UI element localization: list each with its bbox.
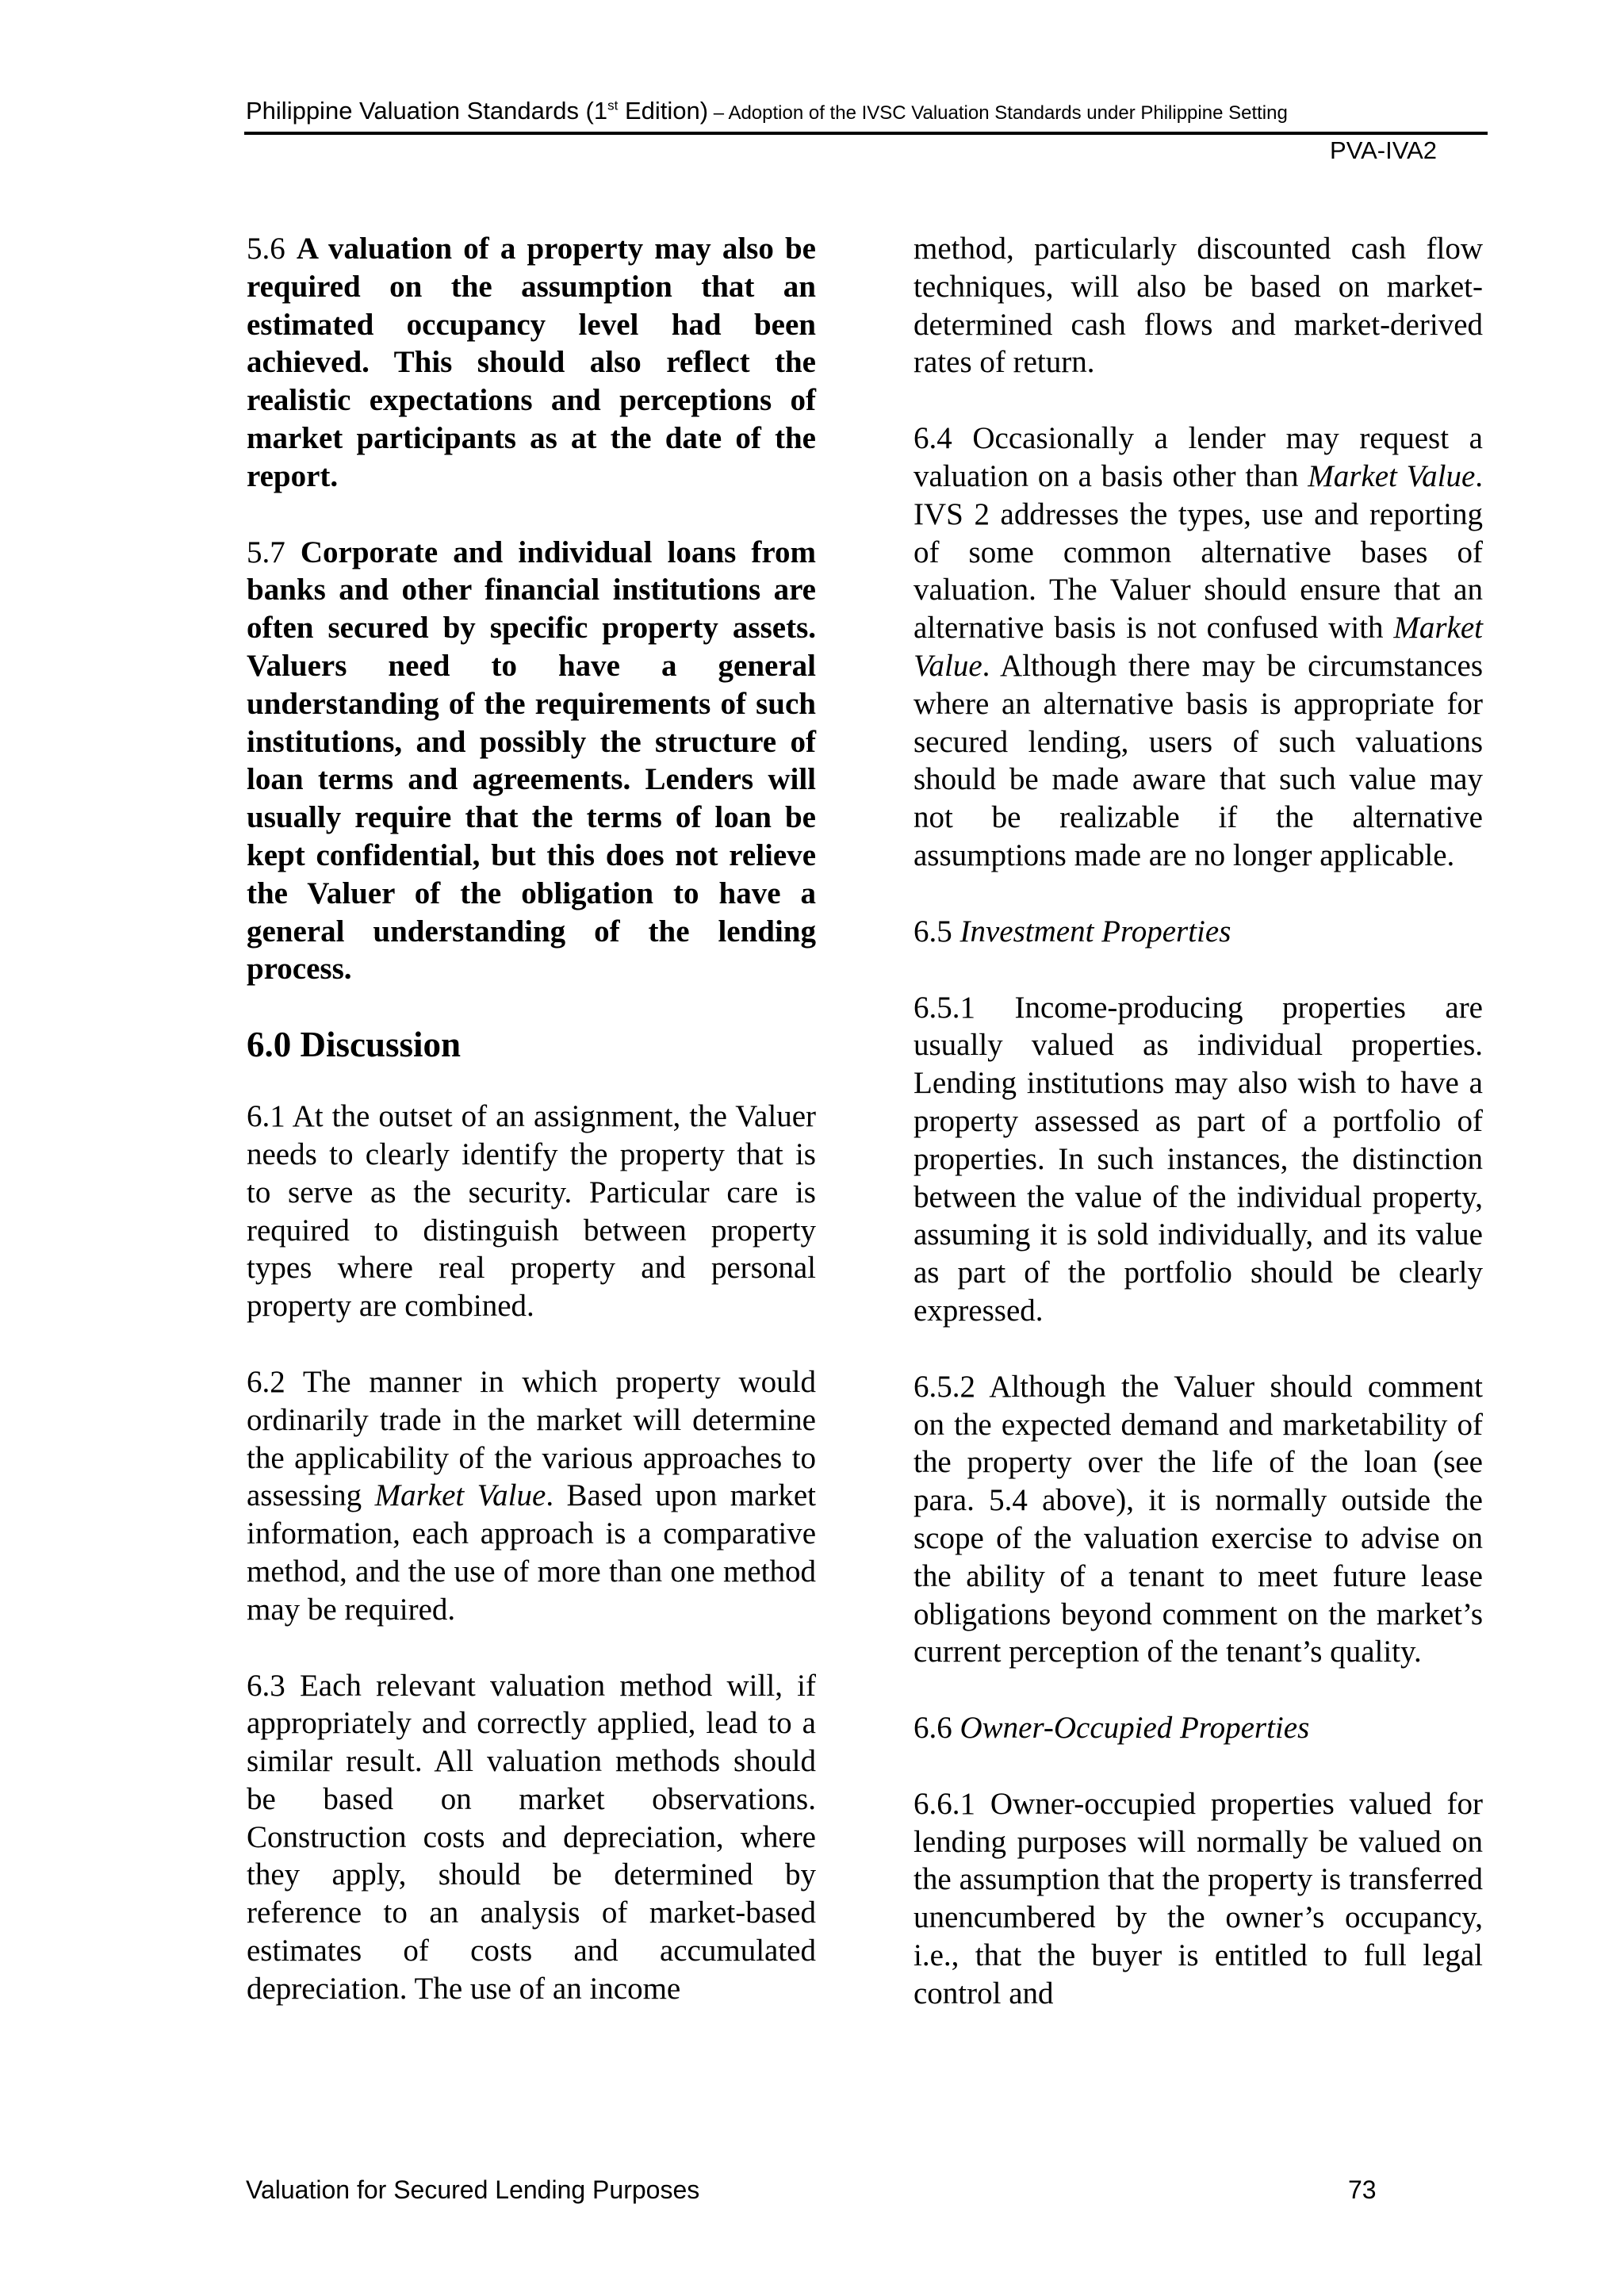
subsection-title: Owner-Occupied Properties <box>959 1711 1310 1746</box>
footer-title: Valuation for Secured Lending Purposes <box>246 2175 700 2204</box>
subsection-title: Investment Properties <box>959 914 1231 949</box>
subsection-number: 6.6 <box>914 1711 960 1746</box>
paragraph-text: A valuation of a property may also be required on the assumption that an estimated occupancy level had been achieved. This should also reflect the realistic expectations and perceptions of market participants as at the date of the report. <box>247 232 816 493</box>
running-header <box>246 97 1483 125</box>
paragraph-5-6 <box>247 230 816 496</box>
italic-term: Market Value <box>1308 458 1476 493</box>
italic-term: Market Value <box>914 611 1483 683</box>
paragraph-6-2 <box>247 1363 816 1629</box>
italic-term: Market Value <box>374 1478 546 1513</box>
header-title-edition: Edition) <box>618 97 709 125</box>
paragraph-text: . Based upon market information, each approach is a comparative method, and the use of more than one method may be required. <box>247 1478 816 1627</box>
paragraph-text: . IVS 2 addresses the types, use and reporting of some common alternative bases of valuation. The Valuer should ensure that an alternative basis is not confused with <box>914 458 1484 646</box>
header-title-superscript: st <box>607 98 619 113</box>
paragraph-6-5-2: 6.5.2 Although the Valuer should comment on the expected demand and marketability of the property over the life of the loan (see para. 5.4 above), it is normally outside the scope of the valuation exercise to advise on the ability of a tenant to meet future lease obligations beyond comment on the market’s current perception of the tenant’s quality. <box>914 1369 1483 1669</box>
paragraph-text: . Although there may be circumstances where an alternative basis is appropriate for secured lending, users of such valuations should be made aware that such value may not be realizable if the alternative assumptions made are no longer applicable. <box>914 648 1483 872</box>
paragraph-number: 5.6 <box>247 232 297 266</box>
subsection-number: 6.5 <box>914 914 960 949</box>
paragraph-6-3: 6.3 Each relevant valuation method will, if appropriately and correctly applied, lead to a similar result. All valuation methods should be based on market observations. Construction costs and depreciation, where they apply, should be determined by reference to an analysis of market-based estimates of costs and accumulated depreciation. The use of an income <box>247 1668 816 2006</box>
header-rule <box>244 132 1488 135</box>
paragraph-6-6-1: 6.6.1 Owner-occupied properties valued for lending purposes will normally be valued on the assumption that the property is transferred unencumbered by the owner’s occupancy, i.e., that the buyer is entitled to full legal control and <box>914 1786 1483 2010</box>
header-subtitle: – Adoption of the IVSC Valuation Standards under Philippine Setting <box>708 102 1288 124</box>
header-title-main: Philippine Valuation Standards (1 <box>246 97 608 125</box>
left-column <box>247 230 816 2008</box>
subsection-6-6 <box>914 1709 1483 1747</box>
paragraph-6-5-1: 6.5.1 Income-producing properties are usually valued as individual properties. Lending institutions may also wish to have a property assessed as part of a portfolio of properties. In such instances, the distinction between the value of the individual property, assuming it is sold individually, and its value as part of the portfolio should be clearly expressed. <box>914 990 1483 1328</box>
paragraph-5-7 <box>247 534 816 989</box>
paragraph-6-3-continued: method, particularly discounted cash flow techniques, will also be based on market-determined cash flows and market-derived rates of return. <box>914 232 1483 380</box>
right-column <box>914 230 1483 2013</box>
paragraph-6-1: 6.1 At the outset of an assignment, the Valuer needs to clearly identify the property that is to serve as the security. Particular care is required to distinguish between property types where real property and personal property are combined. <box>247 1099 816 1324</box>
page-number: 73 <box>1348 2175 1377 2204</box>
section-heading-discussion: 6.0 Discussion <box>247 1025 462 1065</box>
paragraph-6-4 <box>914 420 1483 875</box>
subsection-6-5 <box>914 913 1483 951</box>
paragraph-number: 5.7 <box>247 535 301 569</box>
paragraph-text: Corporate and individual loans from banks and other financial institutions are often secured by specific property assets. Valuers need to have a general understanding of the requirements of such institutions, and possibly the structure of loan terms and agreements. Lenders will usually require that the terms of loan be kept confidential, but this does not relieve the Valuer of the obligation to have a general understanding of the lending process. <box>247 535 816 987</box>
document-code: PVA-IVA2 <box>1330 136 1437 164</box>
paragraph-text: 6.4 Occasionally a lender may request a valuation on a basis other than <box>914 421 1483 493</box>
paragraph-text: 6.2 The manner in which property would ordinarily trade in the market will determine the applicability of the various approaches to assessing <box>247 1364 816 1513</box>
